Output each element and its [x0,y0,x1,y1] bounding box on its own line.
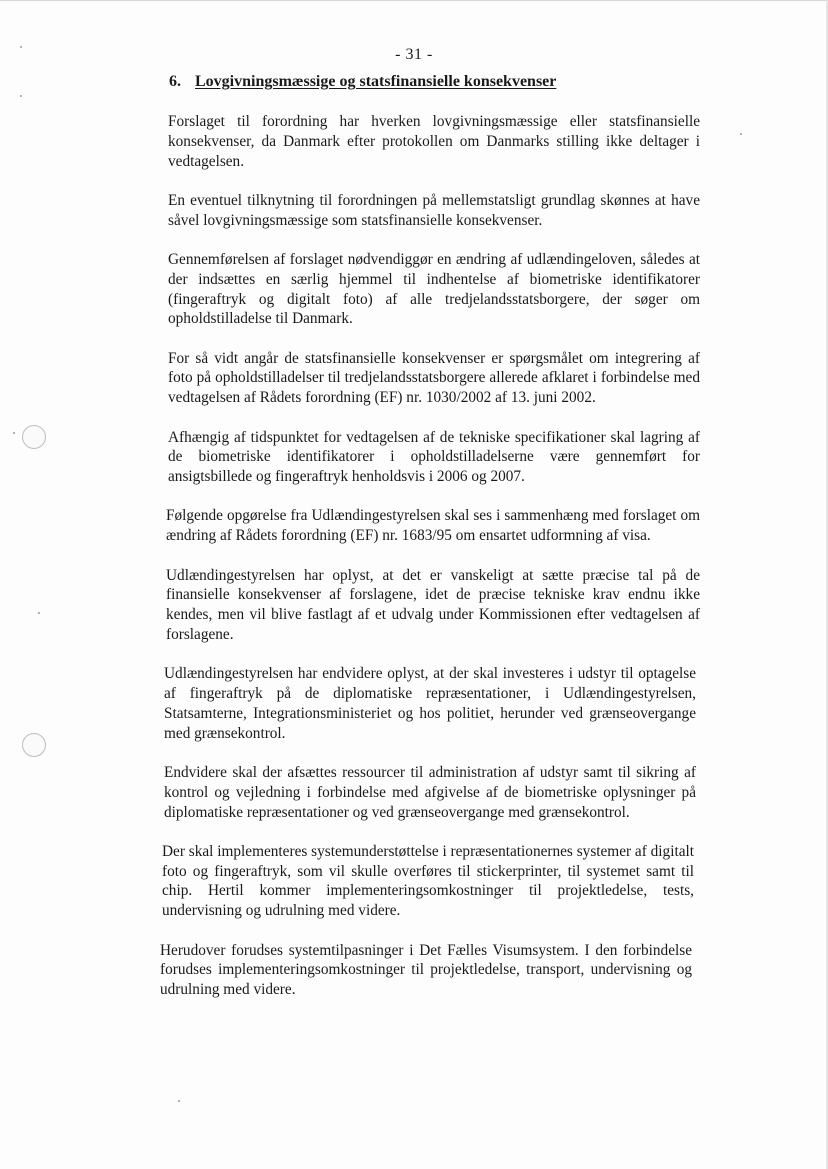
paragraph: Udlændingestyrelsen har endvidere oplyst, at der skal investeres i udstyr til optagelse af fingeraftryk på de diplomatiske repræsentationer, i Udlændingestyrelsen, Statsamterne, Integrationsministeriet og hos politiet, herunder ved grænseovergange med grænsekontrol. [164,665,696,742]
paragraph: Forslaget til forordning har hverken lovgivningsmæssige eller statsfinansielle konsekvenser, da Danmark efter protokollen om Danmarks stilling ikke deltager i vedtagelsen. [168,113,700,170]
scan-speck [38,612,40,614]
punch-hole-icon [22,733,46,757]
paragraph: Afhængig af tidspunktet for vedtagelsen af de tekniske specifikationer skal lagring af de biometriske identifikatorer i opholdstilladelserne være gennemført for ansigtsbillede og fingeraftryk henholdsvis i 2006 og 2007. [168,428,700,486]
scan-speck [740,133,742,135]
scan-speck [178,1100,180,1102]
paragraph: For så vidt angår de statsfinansielle konsekvenser er spørgsmålet om integrering af foto på opholdstilladelser til tredjelandsstatsborgere allerede afklaret i forbindelse med vedtagelsen af Rådets forordning (EF) nr. 1030/2002 af 13. juni 2002. [168,349,700,407]
document-body [160,112,700,1019]
section-title: Lovgivningsmæssige og statsfinansielle konsekvenser [195,73,557,90]
punch-hole-icon [22,425,46,449]
paragraph: En eventuel tilknytning til forordningen på mellemstatsligt grundlag skønnes at have såvel lovgivningsmæssige som statsfinansielle konsekvenser. [168,191,700,229]
paragraph: Følgende opgørelse fra Udlændingestyrelsen skal ses i sammenhæng med forslaget om ændring af Rådets forordning (EF) nr. 1683/95 om ensartet udformning af visa. [166,507,700,545]
scan-speck [13,432,15,434]
paragraph: Udlændingestyrelsen har oplyst, at det er vanskeligt at sætte præcise tal på de finansielle konsekvenser af forslagene, idet de præcise tekniske krav endnu ikke kendes, men vil blive fastlagt af et udvalg under Kommissionen efter vedtagelsen af forslagene. [166,566,700,643]
paragraph: Der skal implementeres systemunderstøttelse i repræsentationernes systemer af digitalt foto og fingeraftryk, som vil skulle overføres til stickerprinter, til systemet samt til chip. Hertil kommer implementeringsomkostninger til projektledelse, tests, undervisning og udrulning med videre. [162,842,694,920]
scan-speck [20,95,22,97]
section-number: 6. [169,73,181,90]
page-number: - 31 - [395,46,433,63]
section-heading [169,73,556,91]
page-top-edge [0,0,828,1]
paragraph: Endvidere skal der afsættes ressourcer til administration af udstyr samt til sikring af kontrol og vejledning i forbindelse med afgivelse af de biometriske oplysninger på diplomatiske repræsentationer og ved grænseovergange med grænsekontrol. [164,763,696,821]
paragraph: Gennemførelsen af forslaget nødvendiggør en ændring af udlændingeloven, således at der indsættes en særlig hjemmel til indhentelse af biometriske identifikatorer (fingeraftryk og digitalt foto) af alle tredjelandsstatsborgere, der søger om opholdstilladelse til Danmark. [168,250,700,328]
paragraph: Herudover forudses systemtilpasninger i Det Fælles Visumsystem. I den forbindelse forudses implementeringsomkostninger til projektledelse, transport, undervisning og udrulning med videre. [160,941,692,999]
